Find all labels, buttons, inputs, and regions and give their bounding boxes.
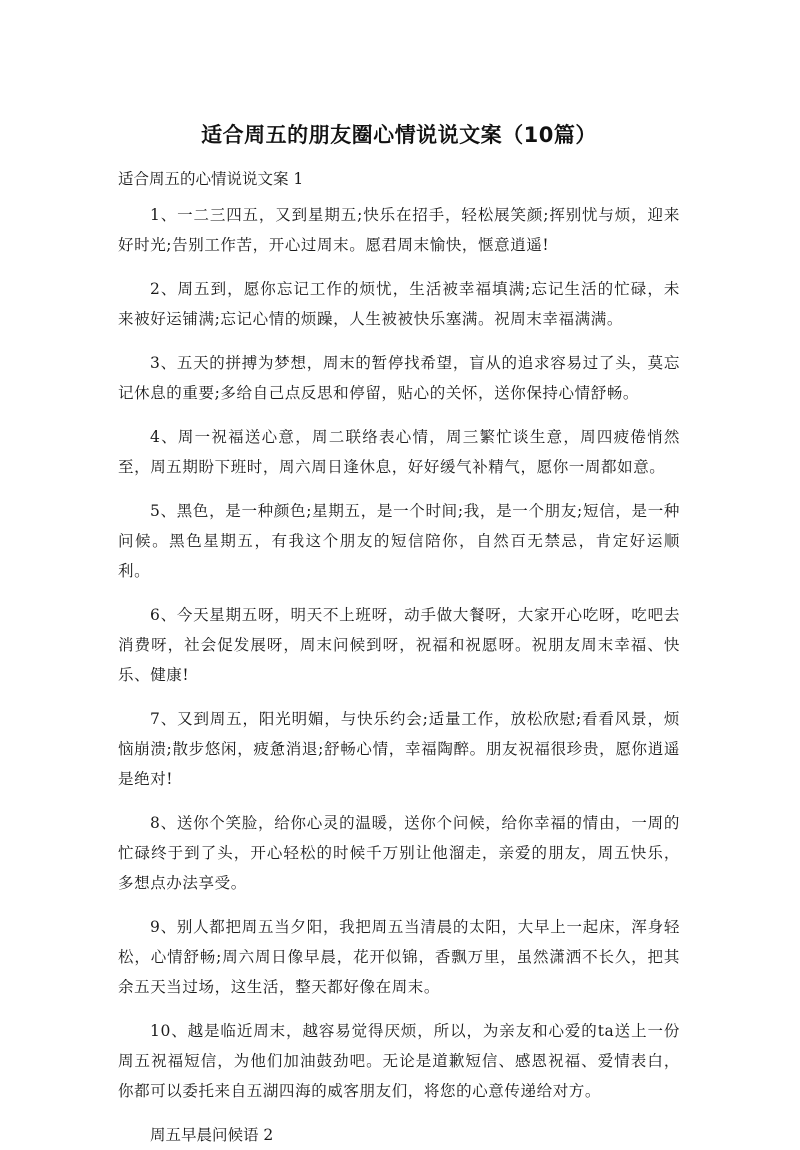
entry-paragraph: 1、一二三四五，又到星期五;快乐在招手，轻松展笑颜;挥别忧与烦，迎来好时光;告别工作苦，开心过周末。愿君周末愉快，惬意逍遥! xyxy=(118,206,680,254)
document-title: 适合周五的朋友圈心情说说文案（10篇） xyxy=(201,123,597,147)
entry-paragraph: 2、周五到，愿你忘记工作的烦忧，生活被幸福填满;忘记生活的忙碌，未来被好运铺满;忘记心情的烦躁，人生被被快乐塞满。祝周末幸福满满。 xyxy=(118,280,680,328)
section-heading: 适合周五的心情说说文案 1 xyxy=(118,170,304,188)
entry-paragraph: 10、越是临近周末，越容易觉得厌烦，所以，为亲友和心爱的ta送上一份周五祝福短信，为他们加油鼓劲吧。无论是道歉短信、感恩祝福、爱情表白，你都可以委托来自五湖四海的威客朋友们，将您的心意传递给对方。 xyxy=(118,1022,680,1100)
entry-paragraph: 6、今天星期五呀，明天不上班呀，动手做大餐呀，大家开心吃呀，吃吧去消费呀，社会促发展呀，周末问候到呀，祝福和祝愿呀。祝朋友周末幸福、快乐、健康! xyxy=(118,606,680,684)
entry-paragraph: 8、送你个笑脸，给你心灵的温暖，送你个问候，给你幸福的情由，一周的忙碌终于到了头，开心轻松的时候千万别让他溜走，亲爱的朋友，周五快乐，多想点办法享受。 xyxy=(118,814,680,892)
entry-paragraph: 9、别人都把周五当夕阳，我把周五当清晨的太阳，大早上一起床，浑身轻松，心情舒畅;周六周日像早晨，花开似锦，香飘万里，虽然潇洒不长久，把其余五天当过场，这生活，整天都好像在周末。 xyxy=(118,918,680,996)
sub-heading: 周五早晨问候语 2 xyxy=(150,1126,274,1144)
entry-paragraph: 5、黑色，是一种颜色;星期五，是一个时间;我，是一个朋友;短信，是一种问候。黑色星期五，有我这个朋友的短信陪你，自然百无禁忌，肯定好运顺利。 xyxy=(118,502,680,580)
entry-paragraph: 3、五天的拼搏为梦想，周末的暂停找希望，盲从的追求容易过了头，莫忘记休息的重要;多给自己点反思和停留，贴心的关怀，送你保持心情舒畅。 xyxy=(118,354,680,402)
entry-paragraph: 4、周一祝福送心意，周二联络表心情，周三繁忙谈生意，周四疲倦悄然至，周五期盼下班时，周六周日逢休息，好好缓气补精气，愿你一周都如意。 xyxy=(118,428,680,476)
entry-list xyxy=(118,200,680,1106)
entry-paragraph: 7、又到周五，阳光明媚，与快乐约会;适量工作，放松欣慰;看看风景，烦恼崩溃;散步悠闲，疲惫消退;舒畅心情，幸福陶醉。朋友祝福很珍贵，愿你逍遥是绝对! xyxy=(118,710,680,788)
